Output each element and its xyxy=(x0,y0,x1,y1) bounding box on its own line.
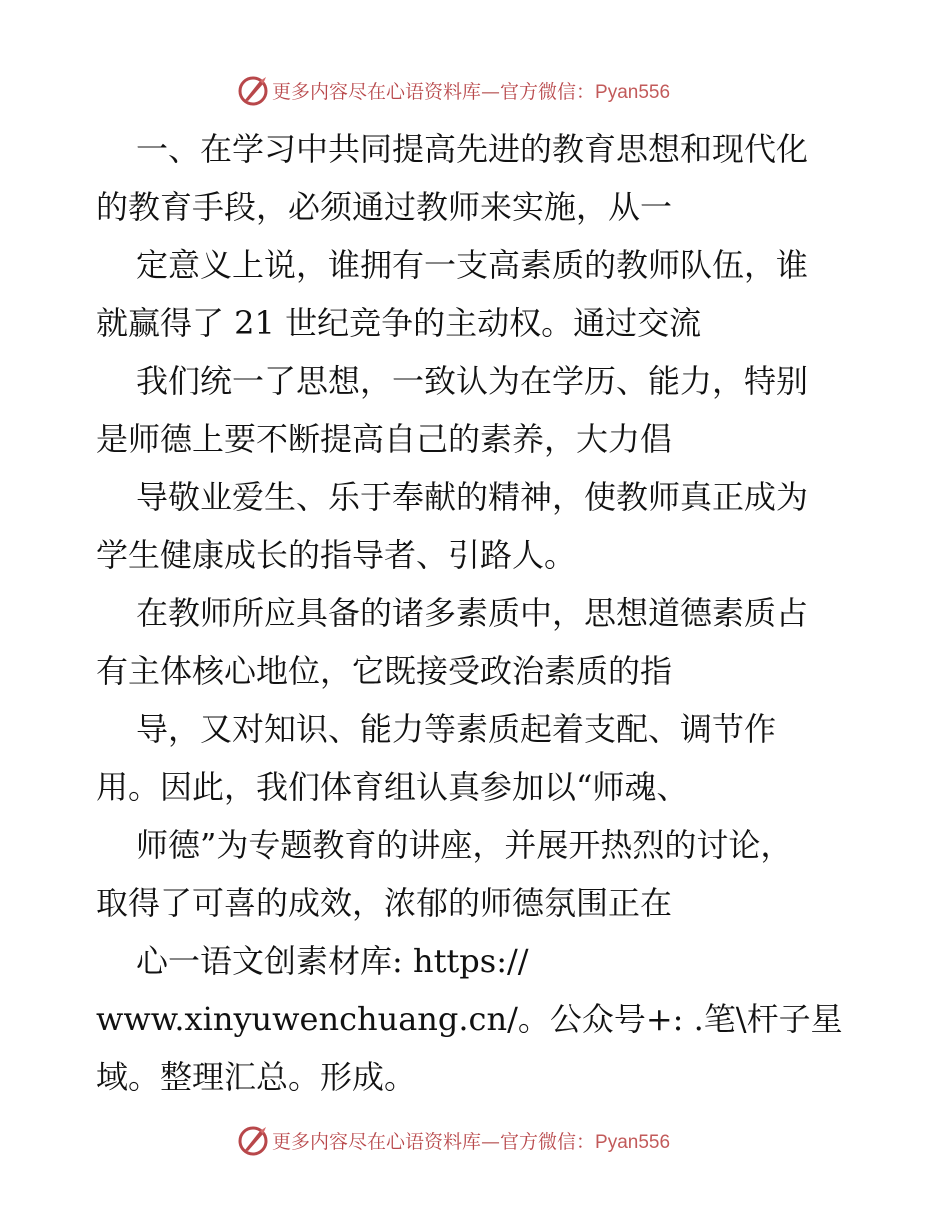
document-body xyxy=(96,120,916,1106)
banner-separator: — xyxy=(481,1130,501,1153)
text-line: 定意义上说，谁拥有一支高素质的教师队伍，谁 xyxy=(136,246,809,284)
text-line: www.xinyuwenchuang.cn/。公众号+: .笔\杆子星 xyxy=(96,1000,843,1038)
text-line: 导敬业爱生、乐于奉献的精神，使教师真正成为 xyxy=(136,478,809,516)
quill-pen-logo-icon xyxy=(236,73,270,107)
text-line: 师德”为专题教育的讲座，并展开热烈的讨论， xyxy=(136,826,793,864)
text-line: 有主体核心地位，它既接受政治素质的指 xyxy=(96,652,673,690)
text-line: 取得了可喜的成效，浓郁的师德氛围正在 xyxy=(96,884,673,922)
banner-wechat-label: 官方微信： xyxy=(500,80,596,103)
banner-separator: — xyxy=(481,80,501,103)
text-line: 用。因此，我们体育组认真参加以“师魂、 xyxy=(96,768,689,806)
banner-text xyxy=(272,1127,670,1154)
banner-site-text: 更多内容尽在心语资料库 xyxy=(272,1130,482,1153)
text-line: 域。整理汇总。形成。 xyxy=(96,1058,417,1096)
text-line: 的教育手段，必须通过教师来实施，从一 xyxy=(96,188,673,226)
text-line: 学生健康成长的指导者、引路人。 xyxy=(96,536,577,574)
text-line: 一、在学习中共同提高先进的教育思想和现代化 xyxy=(136,130,809,168)
banner-site-text: 更多内容尽在心语资料库 xyxy=(272,80,482,103)
header-banner xyxy=(236,72,716,108)
text-line: 在教师所应具备的诸多素质中，思想道德素质占 xyxy=(136,594,809,632)
text-line: 是师德上要不断提高自己的素养，大力倡 xyxy=(96,420,673,458)
text-line: 我们统一了思想，一致认为在学历、能力，特别 xyxy=(136,362,809,400)
text-line: 就赢得了 21 世纪竞争的主动权。通过交流 xyxy=(96,304,702,342)
footer-banner xyxy=(236,1122,716,1158)
banner-wechat-id: Pyan556 xyxy=(595,81,671,103)
text-line: 导，又对知识、能力等素质起着支配、调节作 xyxy=(136,710,777,748)
banner-text xyxy=(272,77,670,104)
banner-wechat-id: Pyan556 xyxy=(595,1131,671,1153)
banner-wechat-label: 官方微信： xyxy=(500,1130,596,1153)
quill-pen-logo-icon xyxy=(236,1123,270,1157)
text-line: 心一语文创素材库: https:// xyxy=(136,942,529,980)
